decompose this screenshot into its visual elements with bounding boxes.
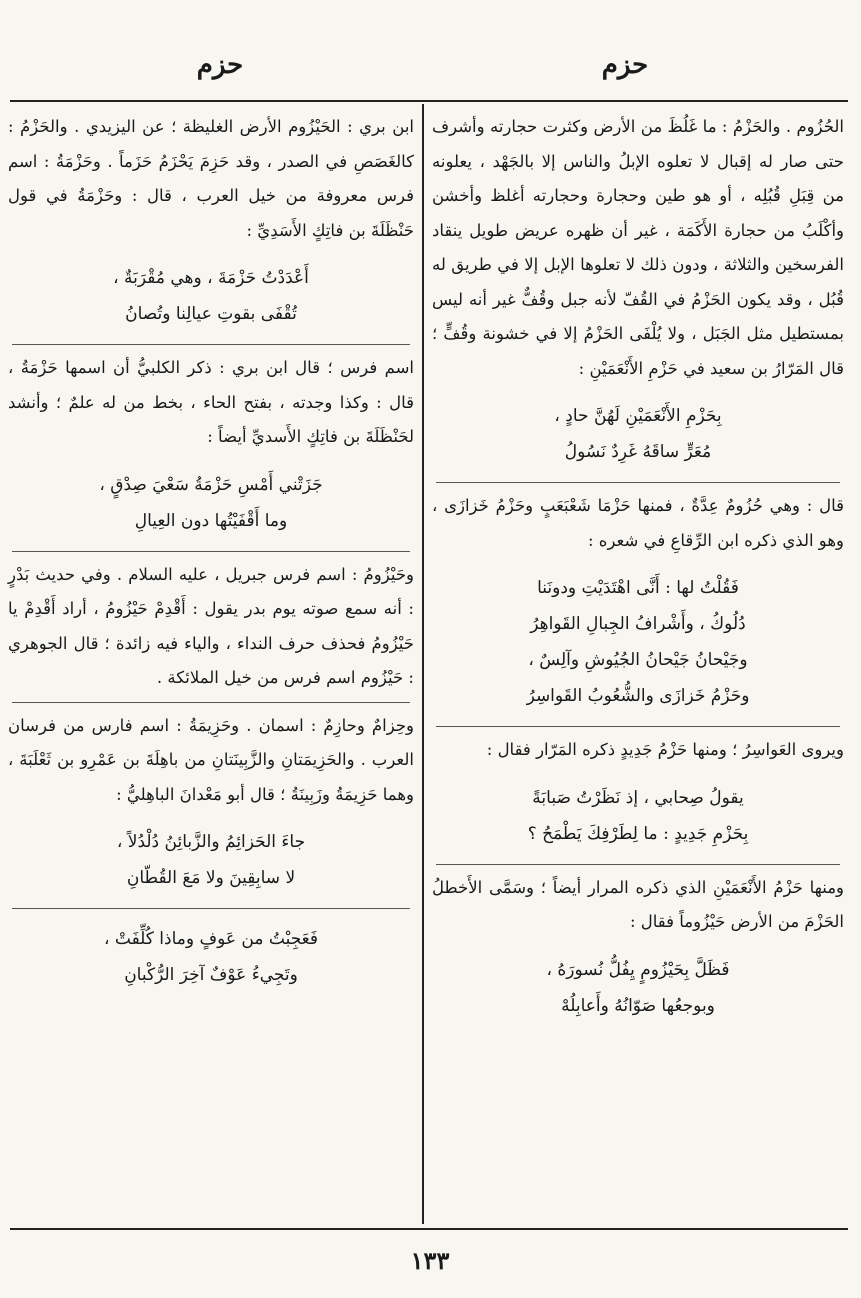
section-separator [436, 726, 840, 727]
page-number: ١٣٣ [410, 1246, 450, 1275]
right-column [432, 110, 844, 1036]
section-separator [12, 344, 410, 345]
verse-line: بِحَزْمِ جَدِيدٍ : ما لِطَرْفِكَ يَطْمَحُ ؟ [527, 823, 749, 844]
verse-block [8, 461, 414, 545]
verse-line: مُعَرٍّ ساقَهُ غَرِدٌ نَسُولُ [564, 442, 712, 462]
verse-block [432, 392, 844, 476]
top-rule [10, 100, 848, 102]
verse-block [432, 564, 844, 720]
verse-block [8, 915, 414, 999]
verse-block [8, 818, 414, 902]
verse-line: دُلُوكُ ، وأَشْرافُ الجِبالِ القَواهِرُ [530, 614, 746, 634]
verse-block [8, 254, 414, 338]
verse-line: لا سابِقِينَ ولا مَعَ القُطّانِ [126, 868, 296, 888]
verse-line: بِحَزْمِ الأَنْعَمَيْنِ لَهُنَّ حادٍ ، [554, 406, 722, 426]
verse-line: جاءَ الحَزائِمُ والزَّبائِنُ دُلْدُلاً ، [116, 832, 306, 852]
verse-line: وبوجعُها صَوّانُهُ وأَعابِلُهْ [561, 995, 715, 1016]
verse-line: أَعْدَدْتُ حَزْمَةَ ، وهي مُقْرَبَةٌ ، [113, 268, 309, 288]
verse-line: فَقُلْتُ لها : أَنَّى اهْتَدَيْتِ ودونَنا [537, 578, 739, 598]
section-separator [436, 482, 840, 483]
section-separator [12, 551, 410, 552]
section-separator [436, 864, 840, 865]
verse-line: وتَجِيءُ عَوْفٌ آخِرَ الرُّكْبانِ [124, 965, 298, 985]
section-separator [12, 908, 410, 909]
entry-paragraph: قال : وهي حُزُومٌ عِدَّةٌ ، فمنها حَزْمَا شَعْبَعَبٍ وحَزْمُ خَزازَى ، وهو الذي ذكره ابن الرِّقاعِ في شعره : [432, 496, 844, 550]
column-divider [422, 104, 424, 1224]
entry-paragraph: اسم فرس ؛ قال ابن بري : ذكر الكلبيُّ أن اسمها حَزْمَةُ ، قال : وكذا وجدته ، بفتح الحاء ، بخط من له علمٌ ؛ وأنشد لحَنْظَلَةَ بن فاتِكٍ الأَسديِّ أيضاً : [8, 358, 414, 446]
verse-line: جَزَتْني أَمْسِ حَزْمَةُ سَعْيَ صِدْقٍ ، [99, 474, 323, 495]
verse-line: فَعَجِبْتُ من عَوفٍ وماذا كُلِّفَتْ ، [103, 929, 319, 949]
entry-paragraph: ابن بري : الحَيْزُوم الأرض الغليظة ؛ عن اليزيدي . والحَزْمُ : كالغَصَصِ في الصدر ، وقد حَزِمَ يَحْزَمُ حَزَماً . وحَزْمَةُ : اسم فرس معروفة من خيل العرب ، قال : وحَزْمَةُ في قول حَنْظَلَةَ بن فاتِكٍ الأَسَدِيِّ : [8, 117, 414, 240]
verse-line: وحَزْمُ خَزازَى والشُّعُوبُ القَواسِرُ [526, 686, 750, 706]
left-column [8, 110, 414, 1005]
entry-paragraph: ومنها حَزْمُ الأَنْعَمَيْنِ الذي ذكره المرار أيضاً ؛ وسَمَّى الأَخطلُ الحَزْمَ من الأرض حَيْزُوماً فقال : [432, 877, 844, 931]
section-separator [12, 702, 410, 703]
verse-line: تُقْفَى بقوتِ عيالِنا وتُصانُ [125, 304, 297, 324]
verse-line: فَظَلَّ بِحَيْزُومٍ يِفُلُّ نُسورَهُ ، [546, 959, 730, 980]
verse-line: يقولُ صِحابي ، إذ نَظَرْتُ صَبابَةً [532, 787, 744, 808]
entry-paragraph: الحُزُوم . والحَزْمُ : ما غَلُظَ من الأرض وكثرت حجارته وأشرف حتى صار له إقبال لا تعلوه الإبلُ والناس إلا بالجَهْد ، يعلونه من قِبَلِ قُبُلِه ، أو هو طين وحجارة وحجارته أغلظ وأخشن وأكْلَبُ من حجارة الأَكَمَة ، غير أن ظهره عريض طويل ينقاد الفرسخين والثلاثة ، ودون ذلك لا تعلوها الإبل إلا في طريق له قُبُل ، وقد يكون الحَزْمُ في القُفّ لأنه جبل وقُفٌّ غير أنه ليس بمستطيل مثل الجَبَل ، ولا يُلْفَى الحَزْمُ إلا في خشونة وقُفٍّ ؛ قال المَرّارُ بن سعيد في حَزْمِ الأَنْعَمَيْنِ : [432, 117, 844, 378]
entry-paragraph: وحِزامٌ وحازِمٌ : اسمان . وحَزِيمَةُ : اسم فارس من فرسان العرب . والحَزِيمَتانِ والزَّبِينَتانِ من باهِلَةَ بن عَمْرِو بن ثَعْلَبَةَ ، وهما حَزِيمَةُ وزَبِينَةُ ؛ قال أبو مَعْدانَ الباهِليُّ : [8, 715, 414, 804]
verse-line: وما أَقْفَيْتُها دون العِيالِ [134, 510, 288, 531]
verse-line: وجَيْحانُ جَيْحانُ الجُيُوشِ وآلِسٌ ، [528, 650, 748, 670]
entry-paragraph: ويروى العَواسِرُ ؛ ومنها حَزْمُ جَدِيدٍ ذكره المَرّار فقال : [486, 740, 844, 759]
bottom-rule [10, 1228, 848, 1230]
verse-block [432, 774, 844, 858]
entry-paragraph: وحَيْزُومُ : اسم فرس جبريل ، عليه السلام . وفي حديث بَدْرٍ : أنه سمع صوته يوم بدر يقول : أَقْدِمْ حَيْزُومُ ، أراد أَقْدِمْ يا حَيْزُومُ فحذف حرف النداء ، والياء فيه زائدة ؛ قال الجوهري : حَيْزُوم اسم فرس من خيل الملائكة . [8, 564, 414, 687]
verse-block [432, 946, 844, 1030]
header-word-left: حزم [196, 50, 244, 80]
header-word-right: حزم [601, 50, 649, 80]
